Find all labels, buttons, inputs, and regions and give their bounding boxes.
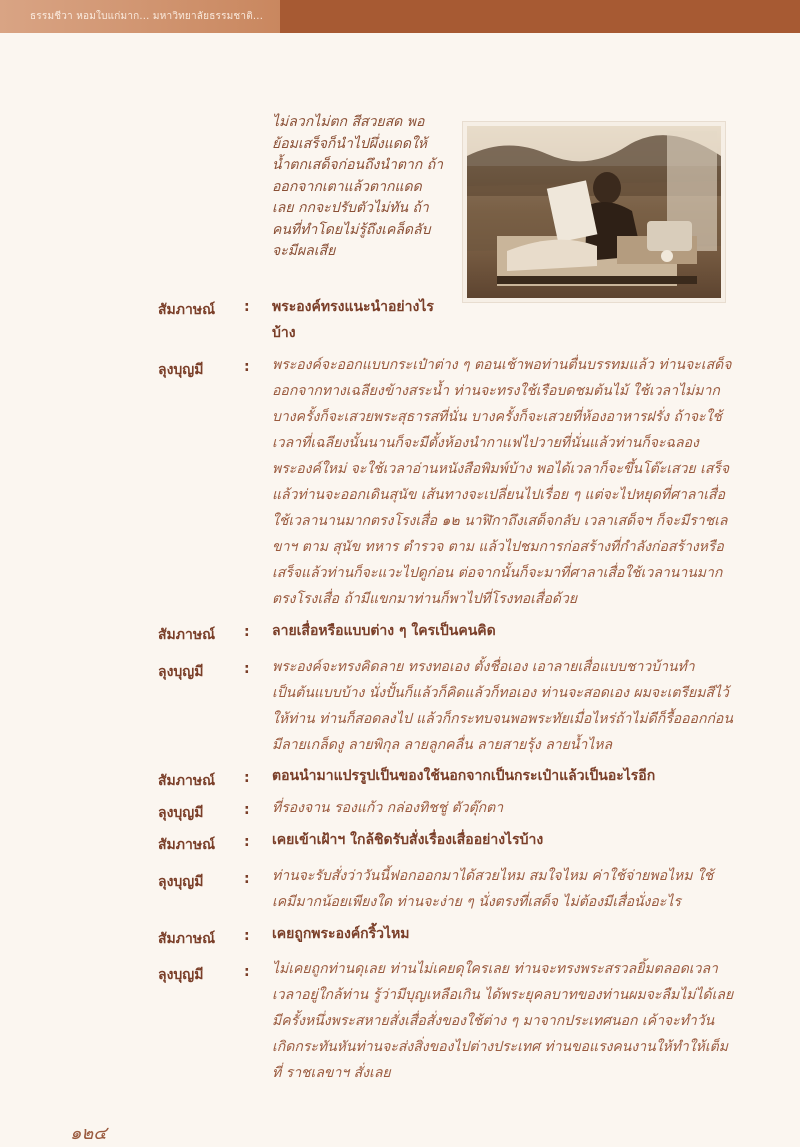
interview-question: พระองค์ทรงแนะนำอย่างไรบ้าง bbox=[272, 299, 434, 341]
speaker-label: สัมภาษณ์ bbox=[158, 773, 216, 789]
intro-line: เลย กกจะปรับตัวไม่ทัน ถ้า bbox=[272, 200, 429, 216]
interview-question: ตอนนำมาแปรรูปเป็นของใช้นอกจากเป็นกระเป๋าแล้วเป็นอะไรอีก bbox=[272, 768, 656, 784]
colon: : bbox=[244, 802, 250, 818]
interview-answer: ท่านจะรับสั่งว่าวันนี้ฟอกออกมาได้สวยไหม สมใจไหม ค่าใช้จ่ายพอไหม ใช้เคมีมากน้อยเพียงใด ท่านจะง่าย ๆ นั่งตรงที่เสด็จ ไม่ต้องมีเสื่อนั่งอะไร bbox=[272, 868, 714, 910]
colon: : bbox=[244, 661, 250, 677]
photo-frame bbox=[463, 122, 725, 302]
interview-answer: พระองค์จะทรงคิดลาย ทรงทอเอง ตั้งชื่อเอง เอาลายเสื่อแบบชาวบ้านทำเป็นต้นแบบบ้าง นั่งปั้นก็แล้วก็คิดแล้วก็ทอเอง ท่านจะสอดเอง ผมจะเตรียมสีไว้ให้ท่าน ท่านก็สอดลงไป แล้วก็กระทบจนพอพระทัยเมื่อไหร่ถ้าไม่ดีก็รื้อออกก่อน มีลายเกล็ดงู ลายพิกุล ลายลูกคลื่น ลายสายรุ้ง ลายน้ำไหล bbox=[272, 659, 733, 753]
colon: : bbox=[244, 770, 250, 786]
speaker-label: สัมภาษณ์ bbox=[158, 627, 216, 643]
colon: : bbox=[244, 359, 250, 375]
speaker-label: ลุงบุญมี bbox=[158, 362, 204, 378]
intro-line: น้ำตกเสด็จก่อนถึงนำตาก ถ้า bbox=[272, 157, 444, 173]
interview-question: เคยถูกพระองค์กริ้วไหม bbox=[272, 926, 410, 942]
colon: : bbox=[244, 299, 250, 315]
speaker-label: สัมภาษณ์ bbox=[158, 931, 216, 947]
speaker-label: ลุงบุญมี bbox=[158, 664, 204, 680]
interview-answer: ที่รองจาน รองแก้ว กล่องทิชชู่ ตัวตุ๊กตา bbox=[272, 800, 504, 816]
speaker-label: ลุงบุญมี bbox=[158, 967, 204, 983]
intro-line: ออกจากเตาแล้วตากแดด bbox=[272, 178, 422, 195]
interview-answer: พระองค์จะออกแบบกระเป๋าต่าง ๆ ตอนเช้าพอท่านตื่นบรรทมแล้ว ท่านจะเสด็จออกจากทางเฉลียงข้างสระน้ำ ท่านจะทรงใช้เรือบดชมต้นไม้ ใช้เวลาไม่มาก บางครั้งก็จะเสวยพระสุธารสที่นั่น บางครั้งก็จะเสวยที่ห้องอาหารฝรั่ง ถ้าจะใช้เวลาที่เฉลียงนั้นนานก็จะมีตั้งห้องนำกาแฟไปวายที่นั่นแล้วท่านก็จะฉลองพระองค์ใหม่ จะใช้เวลาอ่านหนังสือพิมพ์บ้าง พอได้เวลาก็จะขึ้นโต๊ะเสวย เสร็จแล้วท่านจะออกเดินสุนัข เส้นทางจะเปลี่ยนไปเรื่อย ๆ แต่จะไปหยุดที่ศาลาเสื่อใช้เวลานานมากตรงโรงเสื่อ ๑๒ นาฬิกาถึงเสด็จกลับ เวลาเสด็จฯ ก็จะมีราชเลขาฯ ตาม สุนัข ทหาร ตำรวจ ตาม แล้วไปชมการก่อสร้างที่กำลังก่อสร้างหรือเสร็จแล้วท่านก็จะแวะไปดูก่อน ต่อจากนั้นก็จะมาที่ศาลาเสื่อใช้เวลานานมากตรงโรงเสื่อ ถ้ามีแขกมาท่านก็พาไปที่โรงทอเสื่อด้วย bbox=[272, 357, 732, 607]
intro-line: ย้อมเสร็จก็นำไปผึ่งแดดให้ bbox=[272, 135, 428, 152]
speaker-label: สัมภาษณ์ bbox=[158, 302, 216, 318]
colon: : bbox=[244, 834, 250, 850]
colon: : bbox=[244, 871, 250, 887]
page-number: ๑๒๔ bbox=[70, 1123, 107, 1144]
speaker-label: สัมภาษณ์ bbox=[158, 837, 216, 853]
interview-question: ลายเสื่อหรือแบบต่าง ๆ ใครเป็นคนคิด bbox=[272, 623, 496, 639]
intro-paragraph bbox=[272, 112, 452, 263]
intro-line: จะมีผลเสีย bbox=[272, 243, 336, 259]
intro-line: ไม่ลวกไม่ตก สีสวยสด พอ bbox=[272, 114, 425, 130]
header-title: ธรรมชีวา หอมใบแก่มาก... มหาวิทยาลัยธรรมชาติ... bbox=[30, 11, 264, 22]
speaker-label: ลุงบุญมี bbox=[158, 874, 204, 890]
photo-of-woman-reading-icon bbox=[467, 126, 721, 298]
header-band bbox=[280, 0, 800, 33]
interview-question: เคยเข้าเฝ้าฯ ใกล้ชิดรับสั่งเรื่องเสื่ออย่างไรบ้าง bbox=[272, 832, 544, 848]
colon: : bbox=[244, 964, 250, 980]
colon: : bbox=[244, 624, 250, 640]
colon: : bbox=[244, 928, 250, 944]
speaker-label: ลุงบุญมี bbox=[158, 805, 204, 821]
intro-line: คนที่ทำโดยไม่รู้ถึงเคล็ดลับ bbox=[272, 221, 431, 238]
interview-answer: ไม่เคยถูกท่านดุเลย ท่านไม่เคยดุใครเลย ท่านจะทรงพระสรวลยิ้มตลอดเวลา เวลาอยู่ใกล้ท่าน รู้ว่ามีบุญเหลือเกิน ได้พระยุคลบาทของท่านผมจะลืมไม่ได้เลย มีครั้งหนึ่งพระสหายสั่งเสื่อสั่งของใช้ต่าง ๆ มาจากประเทศนอก เค้าจะทำวันเกิดกระทันหันท่านจะส่งสิ่งของไปต่างประเทศ ท่านขอแรงคนงานให้ทำให้เต็มที่ ราชเลขาฯ สั่งเลย bbox=[272, 961, 734, 1081]
